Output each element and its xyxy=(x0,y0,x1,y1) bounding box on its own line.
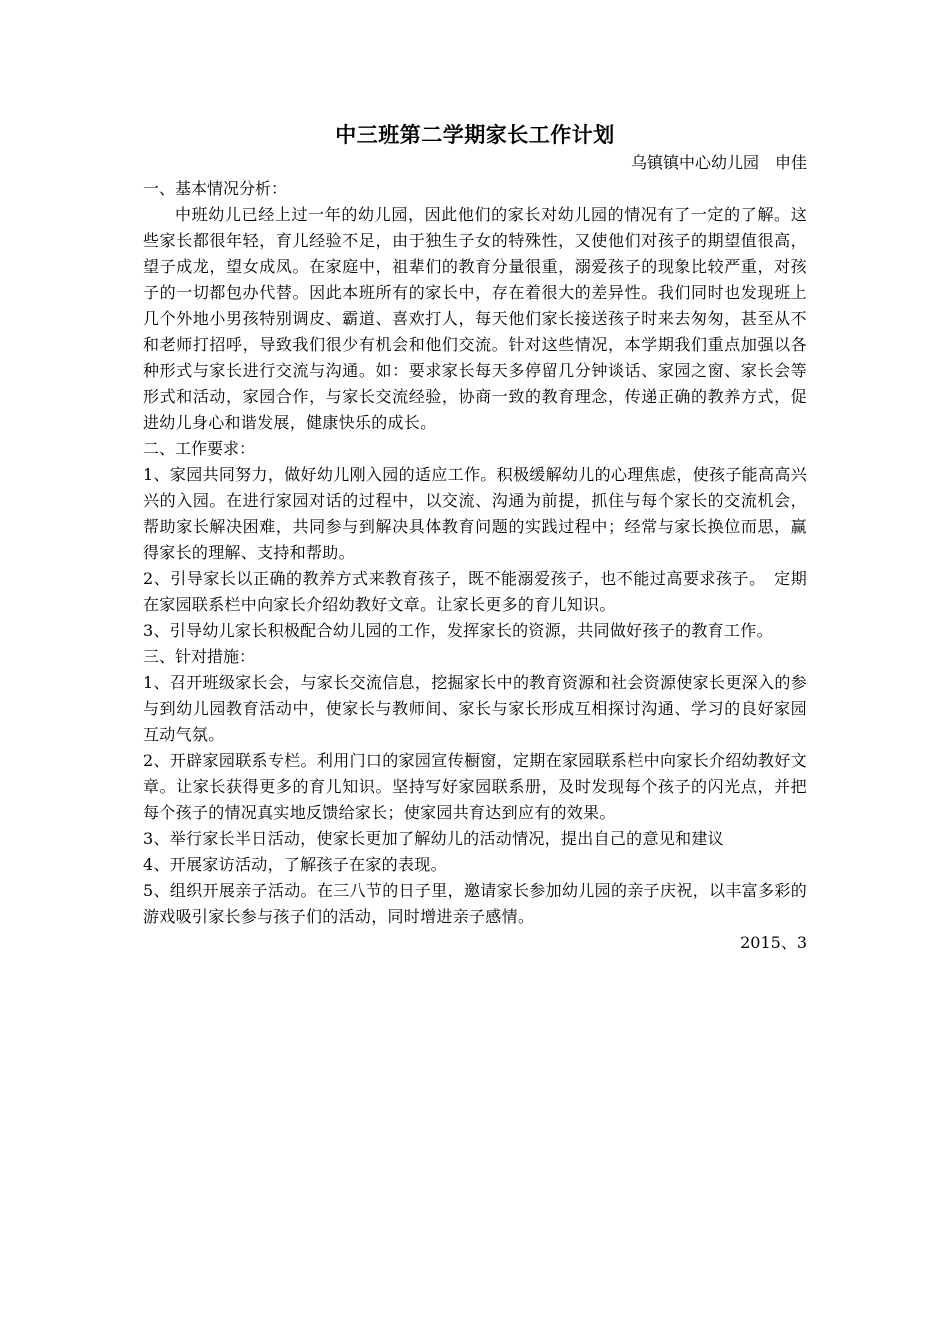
document-author: 乌镇镇中心幼儿园 申佳 xyxy=(630,153,807,172)
section3-item: 5、组织开展亲子活动。在三八节的日子里，邀请家长参加幼儿园的亲子庆祝，以丰富多彩的游戏吸引家长参与孩子们的活动，同时增进亲子感情。 xyxy=(143,881,807,926)
document-page xyxy=(143,120,807,956)
document-title: 中三班第二学期家长工作计划 xyxy=(335,123,615,147)
section1-body: 中班幼儿已经上过一年的幼儿园，因此他们的家长对幼儿园的情况有了一定的了解。这些家长都很年轻，育儿经验不足，由于独生子女的特殊性，又使他们对孩子的期望值很高，望子成龙，望女成凤。在家庭中，祖辈们的教育分量很重，溺爱孩子的现象比较严重，对孩子的一切都包办代替。因此本班所有的家长中，存在着很大的差异性。我们同时也发现班上几个外地小男孩特别调皮、霸道、喜欢打人，每天他们家长接送孩子时来去匆匆，甚至从不和老师打招呼，导致我们很少有机会和他们交流。针对这些情况，本学期我们重点加强以各种形式与家长进行交流与沟通。如：要求家长每天多停留几分钟谈话、家园之窗、家长会等形式和活动，家园合作，与家长交流经验，协商一致的教育理念，传递正确的教养方式，促进幼儿身心和谐发展，健康快乐的成长。 xyxy=(143,205,807,432)
section3-item: 1、召开班级家长会，与家长交流信息，挖掘家长中的教育资源和社会资源使家长更深入的参与到幼儿园教育活动中，使家长与教师间、家长与家长形成互相探讨沟通、学习的良好家园互动气氛。 xyxy=(143,673,807,744)
section3-heading: 三、针对措施： xyxy=(143,647,256,666)
section1-heading: 一、基本情况分析： xyxy=(143,179,288,198)
section2-item: 1、家园共同努力，做好幼儿刚入园的适应工作。积极缓解幼儿的心理焦虑，使孩子能高高兴兴的入园。在进行家园对话的过程中，以交流、沟通为前提，抓住与每个家长的交流机会，帮助家长解决困难，共同参与到解决具体教育问题的实践过程中；经常与家长换位而思，赢得家长的理解、支持和帮助。 xyxy=(143,465,807,562)
section2-item: 2、引导家长以正确的教养方式来教育孩子，既不能溺爱孩子，也不能过高要求孩子。 定期在家园联系栏中向家长介绍幼教好文章。让家长更多的育儿知识。 xyxy=(143,569,807,614)
section3-item: 3、举行家长半日活动，使家长更加了解幼儿的活动情况，提出自己的意见和建议 xyxy=(143,829,724,848)
section3-item: 4、开展家访活动，了解孩子在家的表现。 xyxy=(143,855,447,874)
section2-heading: 二、工作要求： xyxy=(143,439,256,458)
document-date: 2015、3 xyxy=(740,933,807,952)
section2-item: 3、引导幼儿家长积极配合幼儿园的工作，发挥家长的资源，共同做好孩子的教育工作。 xyxy=(143,621,773,640)
section3-item: 2、开辟家园联系专栏。利用门口的家园宣传橱窗，定期在家园联系栏中向家长介绍幼教好文章。让家长获得更多的育儿知识。坚持写好家园联系册，及时发现每个孩子的闪光点，并把每个孩子的情况真实地反馈给家长；使家园共育达到应有的效果。 xyxy=(143,751,807,822)
